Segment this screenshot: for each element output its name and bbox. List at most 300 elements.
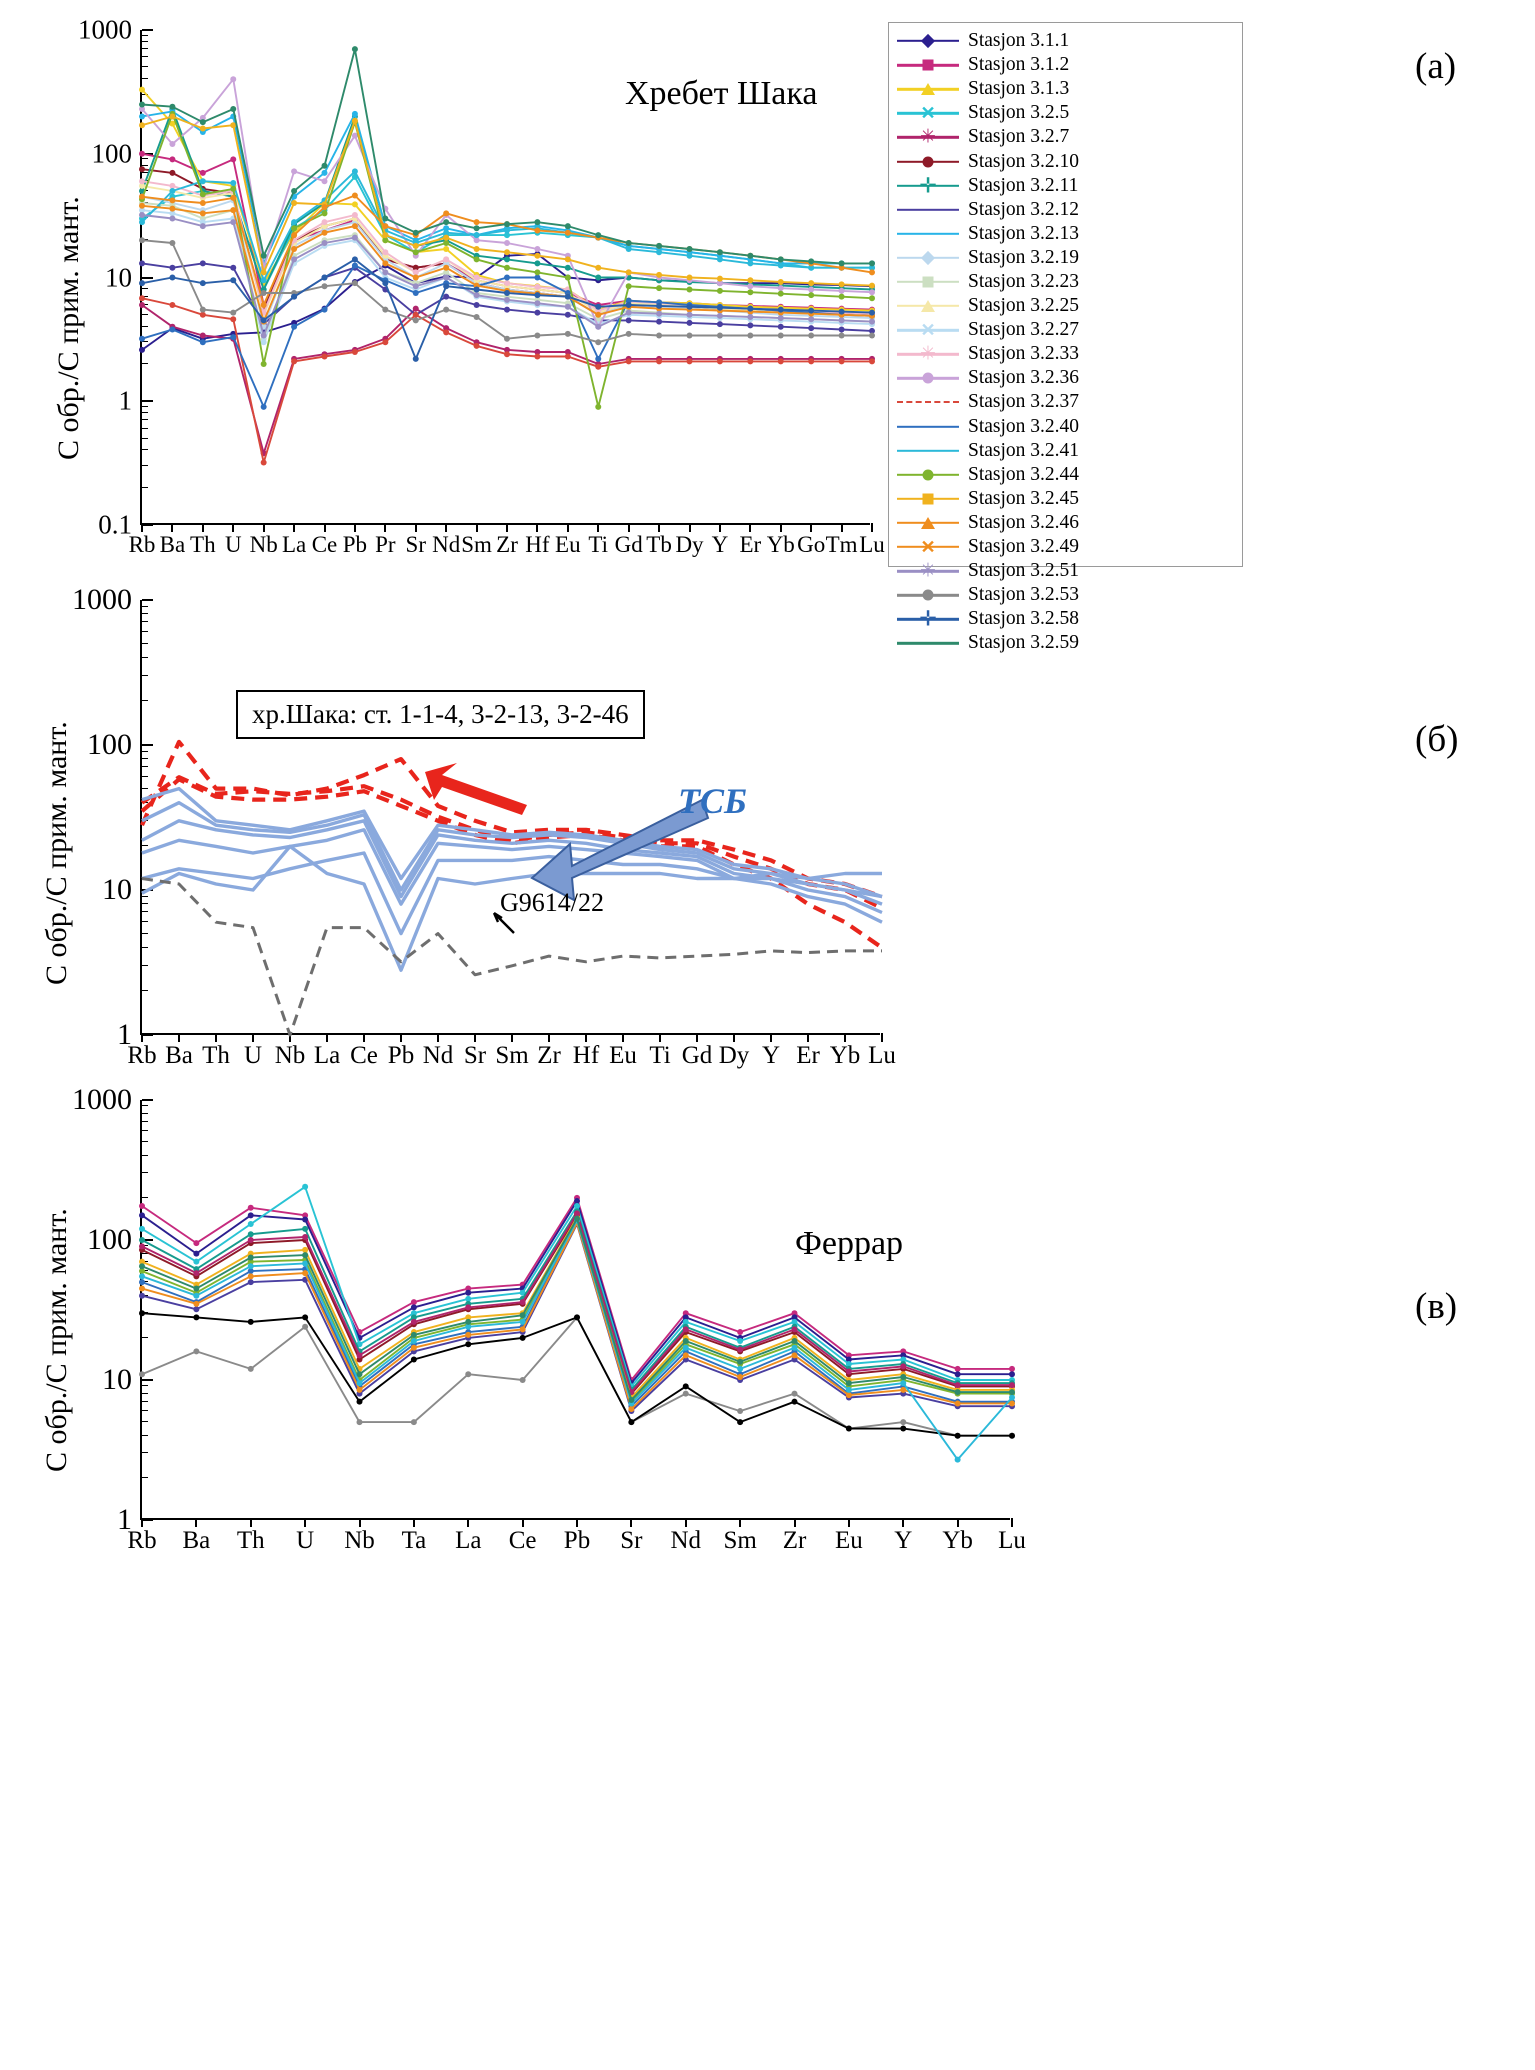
data-point <box>443 329 449 335</box>
data-point <box>595 232 601 238</box>
data-point <box>357 1380 363 1386</box>
data-point <box>169 302 175 308</box>
data-point <box>520 1319 526 1325</box>
data-point <box>1009 1394 1015 1400</box>
legend-item <box>897 149 1234 173</box>
legend-line <box>897 401 959 403</box>
panel-b-plot-area <box>72 583 896 1069</box>
data-point <box>839 294 845 300</box>
data-point <box>411 1357 417 1363</box>
data-point <box>1009 1371 1015 1377</box>
legend-item <box>897 53 1234 77</box>
data-point <box>869 289 875 295</box>
data-point <box>534 269 540 275</box>
data-point <box>248 1254 254 1260</box>
x-tick-label: Nd <box>432 532 461 557</box>
data-point <box>747 283 753 289</box>
data-point <box>302 1226 308 1232</box>
legend-marker-diamond <box>921 34 935 48</box>
data-point <box>656 319 662 325</box>
data-point <box>139 280 145 286</box>
data-point <box>565 275 571 281</box>
legend-symbol <box>897 367 959 389</box>
data-point <box>474 256 480 262</box>
legend-symbol <box>897 78 959 100</box>
data-point <box>357 1371 363 1377</box>
data-point <box>291 232 297 238</box>
data-point <box>169 197 175 203</box>
data-point <box>520 1299 526 1305</box>
legend-symbol <box>897 102 959 124</box>
data-point <box>534 292 540 298</box>
data-point <box>139 219 145 225</box>
x-tick-label: Sm <box>723 1527 757 1554</box>
legend-item <box>897 342 1234 366</box>
legend-marker-square <box>923 493 934 504</box>
red-arrow-icon <box>425 763 527 815</box>
legend-symbol <box>897 247 959 269</box>
panel-a-title: Хребет Шака <box>625 75 818 112</box>
legend-label: Stasjon 3.2.25 <box>968 295 1080 317</box>
data-point <box>352 212 358 218</box>
legend-item <box>897 101 1234 125</box>
legend-item <box>897 463 1234 487</box>
legend-label: Stasjon 3.2.45 <box>968 487 1080 509</box>
data-point <box>574 1210 580 1216</box>
data-point <box>411 1299 417 1305</box>
data-point <box>656 311 662 317</box>
data-point <box>839 358 845 364</box>
data-point <box>169 113 175 119</box>
x-tick-label: Tb <box>646 532 672 557</box>
series-layer <box>142 1100 1014 1522</box>
data-point <box>302 1252 308 1258</box>
data-point <box>443 265 449 271</box>
data-point <box>139 1237 145 1243</box>
y-tick-label: 10 <box>105 262 132 292</box>
data-point <box>291 188 297 194</box>
legend-item <box>897 366 1234 390</box>
data-point <box>474 292 480 298</box>
data-point <box>595 339 601 345</box>
data-point <box>261 253 267 259</box>
data-point <box>869 269 875 275</box>
legend-symbol <box>897 319 959 341</box>
legend-item <box>897 246 1234 270</box>
data-point <box>413 290 419 296</box>
data-point <box>474 314 480 320</box>
data-point <box>717 249 723 255</box>
legend-marker-triangle <box>921 83 935 95</box>
data-point <box>291 358 297 364</box>
data-point <box>139 178 145 184</box>
panel-b-y-axis-label: C обр./C прим. мант. <box>40 721 73 985</box>
legend-item <box>897 415 1234 439</box>
data-point <box>413 356 419 362</box>
data-point <box>565 331 571 337</box>
legend-marker-diamond <box>921 251 935 265</box>
data-point <box>261 317 267 323</box>
data-point <box>1009 1433 1015 1439</box>
data-point <box>322 219 328 225</box>
x-tick-label: Hf <box>572 1042 600 1069</box>
data-point <box>474 302 480 308</box>
data-point <box>534 253 540 259</box>
data-point <box>792 1352 798 1358</box>
data-point <box>869 319 875 325</box>
data-point <box>737 1374 743 1380</box>
data-point <box>139 1212 145 1218</box>
data-point <box>193 1348 199 1354</box>
legend-label: Stasjon 3.2.53 <box>968 584 1080 606</box>
data-point <box>139 122 145 128</box>
legend-item <box>897 77 1234 101</box>
data-point <box>504 307 510 313</box>
data-point <box>322 204 328 210</box>
data-point <box>520 1377 526 1383</box>
legend-line <box>897 642 959 644</box>
data-point <box>687 304 693 310</box>
data-point <box>169 327 175 333</box>
legend-marker-triangle <box>921 300 935 312</box>
data-line <box>142 1313 1012 1436</box>
x-tick-label: Sm <box>461 532 492 557</box>
data-point <box>352 168 358 174</box>
legend-item <box>897 559 1234 583</box>
data-point <box>139 212 145 218</box>
data-point <box>302 1234 308 1240</box>
data-point <box>139 87 145 93</box>
data-point <box>839 288 845 294</box>
data-point <box>322 163 328 169</box>
data-point <box>778 279 784 285</box>
legend-item <box>897 222 1234 246</box>
y-tick-label: 1000 <box>72 583 132 616</box>
data-point <box>291 219 297 225</box>
data-point <box>322 178 328 184</box>
data-point <box>747 322 753 328</box>
data-point <box>230 156 236 162</box>
x-tick-label: Zr <box>537 1042 561 1069</box>
data-point <box>595 364 601 370</box>
x-tick-label: Th <box>236 1527 265 1554</box>
data-point <box>139 1203 145 1209</box>
data-point <box>778 315 784 321</box>
data-point <box>193 1293 199 1299</box>
data-point <box>869 283 875 289</box>
data-point <box>322 307 328 313</box>
data-point <box>687 312 693 318</box>
data-point <box>200 223 206 229</box>
x-tick-label: Ce <box>311 532 338 557</box>
data-point <box>534 227 540 233</box>
data-point <box>778 324 784 330</box>
data-point <box>169 183 175 189</box>
data-point <box>717 332 723 338</box>
x-tick-label: Nb <box>249 532 278 557</box>
data-point <box>352 223 358 229</box>
data-point <box>169 240 175 246</box>
y-tick-label: 1000 <box>78 14 132 45</box>
legend-line <box>897 449 959 451</box>
data-point <box>900 1387 906 1393</box>
data-point <box>200 339 206 345</box>
data-point <box>443 210 449 216</box>
data-point <box>291 246 297 252</box>
data-point <box>357 1419 363 1425</box>
legend-symbol <box>897 632 959 654</box>
x-tick-label: Ce <box>508 1527 537 1554</box>
x-tick-label: Zr <box>496 532 518 557</box>
data-point <box>248 1212 254 1218</box>
data-point <box>955 1389 961 1395</box>
data-point <box>846 1387 852 1393</box>
legend-item <box>897 318 1234 342</box>
data-point <box>261 269 267 275</box>
legend-label: Stasjon 3.2.37 <box>968 391 1080 413</box>
data-point <box>248 1319 254 1325</box>
y-tick-label: 100 <box>91 138 132 169</box>
y-tick-label: 1 <box>117 1018 132 1051</box>
data-point <box>357 1387 363 1393</box>
data-point <box>465 1319 471 1325</box>
data-point <box>846 1380 852 1386</box>
x-tick-label: Yb <box>766 532 795 557</box>
data-point <box>352 263 358 269</box>
data-point <box>504 297 510 303</box>
data-point <box>717 256 723 262</box>
data-point <box>139 166 145 172</box>
legend-line <box>897 425 959 427</box>
data-point <box>382 307 388 313</box>
data-point <box>778 291 784 297</box>
x-tick-label: Rb <box>128 532 156 557</box>
legend-item <box>897 535 1234 559</box>
data-point <box>352 235 358 241</box>
data-point <box>382 280 388 286</box>
data-point <box>248 1237 254 1243</box>
legend-symbol <box>897 175 959 197</box>
data-point <box>230 316 236 322</box>
data-point <box>352 118 358 124</box>
data-point <box>291 168 297 174</box>
data-point <box>291 225 297 231</box>
data-point <box>808 292 814 298</box>
data-point <box>230 76 236 82</box>
legend-label: Stasjon 3.2.19 <box>968 246 1080 268</box>
data-point <box>139 1371 145 1377</box>
data-point <box>687 246 693 252</box>
data-point <box>869 310 875 316</box>
data-point <box>900 1374 906 1380</box>
data-point <box>248 1366 254 1372</box>
data-point <box>955 1382 961 1388</box>
data-point <box>261 459 267 465</box>
data-point <box>443 283 449 289</box>
data-point <box>955 1457 961 1463</box>
data-point <box>302 1314 308 1320</box>
data-point <box>200 170 206 176</box>
data-point <box>565 256 571 262</box>
x-tick-label: Ba <box>182 1527 211 1554</box>
x-tick-label: Th <box>202 1042 230 1069</box>
data-point <box>413 249 419 255</box>
x-tick-label: Nd <box>670 1527 702 1554</box>
y-tick-label: 1000 <box>72 1083 132 1116</box>
data-point <box>747 253 753 259</box>
data-point <box>169 265 175 271</box>
data-point <box>656 285 662 291</box>
data-point <box>139 1226 145 1232</box>
data-point <box>352 111 358 117</box>
legend-marker-circle <box>923 590 934 601</box>
legend-label: Stasjon 3.2.41 <box>968 439 1080 461</box>
data-point <box>628 1406 634 1412</box>
data-point <box>737 1419 743 1425</box>
data-point <box>443 294 449 300</box>
data-point <box>261 404 267 410</box>
data-point <box>139 336 145 342</box>
data-point <box>955 1400 961 1406</box>
data-point <box>737 1338 743 1344</box>
data-point <box>595 265 601 271</box>
data-point <box>200 312 206 318</box>
data-point <box>261 302 267 308</box>
data-point <box>302 1217 308 1223</box>
data-point <box>302 1270 308 1276</box>
legend-item <box>897 511 1234 535</box>
data-point <box>139 347 145 353</box>
data-point <box>792 1326 798 1332</box>
data-point <box>443 219 449 225</box>
y-tick-label: 1 <box>117 1503 132 1536</box>
data-point <box>169 170 175 176</box>
data-point <box>169 188 175 194</box>
x-tick-label: Ba <box>165 1042 193 1069</box>
legend-symbol <box>897 199 959 221</box>
data-point <box>230 207 236 213</box>
data-point <box>520 1326 526 1332</box>
data-point <box>322 353 328 359</box>
x-tick-label: Dy <box>718 1042 750 1069</box>
data-point <box>808 286 814 292</box>
data-point <box>230 219 236 225</box>
legend-label: Stasjon 3.2.59 <box>968 632 1080 654</box>
data-point <box>139 194 145 200</box>
data-point <box>717 305 723 311</box>
data-point <box>413 306 419 312</box>
data-point <box>411 1304 417 1310</box>
data-point <box>322 283 328 289</box>
data-point <box>687 286 693 292</box>
legend-marker-x: ✕ <box>920 103 936 124</box>
data-point <box>200 178 206 184</box>
x-tick-label: U <box>243 1042 263 1069</box>
data-point <box>474 343 480 349</box>
data-point <box>413 243 419 249</box>
data-point <box>1009 1389 1015 1395</box>
legend-marker-triangle <box>921 517 935 529</box>
data-point <box>717 276 723 282</box>
data-point <box>574 1216 580 1222</box>
legend-symbol <box>897 584 959 606</box>
data-point <box>900 1380 906 1386</box>
x-tick-label: La <box>281 532 307 557</box>
panel-a-legend <box>888 22 1243 654</box>
data-point <box>504 290 510 296</box>
data-point <box>465 1290 471 1296</box>
data-point <box>193 1306 199 1312</box>
data-point <box>626 240 632 246</box>
x-tick-label: Eu <box>609 1042 637 1069</box>
data-point <box>322 230 328 236</box>
legend-label: Stasjon 3.2.12 <box>968 198 1080 220</box>
data-point <box>565 223 571 229</box>
data-point <box>322 210 328 216</box>
data-point <box>504 275 510 281</box>
data-point <box>683 1352 689 1358</box>
data-point <box>322 240 328 246</box>
data-point <box>747 260 753 266</box>
data-point <box>474 225 480 231</box>
data-point <box>520 1312 526 1318</box>
x-tick-label: Y <box>761 1042 781 1069</box>
x-tick-label: Ba <box>159 532 186 557</box>
data-point <box>737 1359 743 1365</box>
data-point <box>261 277 267 283</box>
x-tick-label: Yb <box>829 1042 861 1069</box>
data-point <box>747 306 753 312</box>
data-point <box>778 307 784 313</box>
data-point <box>574 1203 580 1209</box>
data-point <box>504 256 510 262</box>
data-point <box>839 317 845 323</box>
data-point <box>230 310 236 316</box>
legend-line <box>897 233 959 235</box>
data-point <box>626 246 632 252</box>
legend-label: Stasjon 3.2.11 <box>968 174 1079 196</box>
x-tick-label: Lu <box>859 532 885 557</box>
data-point <box>291 200 297 206</box>
data-point <box>200 191 206 197</box>
data-point <box>626 283 632 289</box>
data-point <box>169 156 175 162</box>
x-tick-label: Gd <box>681 1042 713 1069</box>
x-tick-label: Lu <box>868 1042 896 1069</box>
data-point <box>465 1304 471 1310</box>
data-point <box>200 210 206 216</box>
data-point <box>169 104 175 110</box>
data-point <box>717 288 723 294</box>
data-point <box>504 221 510 227</box>
data-point <box>139 237 145 243</box>
legend-marker-x: ✕ <box>920 537 936 558</box>
y-tick-label: 10 <box>102 873 132 906</box>
data-point <box>193 1301 199 1307</box>
data-point <box>626 269 632 275</box>
data-point <box>626 302 632 308</box>
data-point <box>382 260 388 266</box>
data-point <box>230 106 236 112</box>
data-point <box>200 280 206 286</box>
data-point <box>520 1335 526 1341</box>
data-point <box>683 1345 689 1351</box>
data-point <box>626 317 632 323</box>
data-point <box>352 192 358 198</box>
data-point <box>230 195 236 201</box>
data-point <box>778 358 784 364</box>
data-point <box>413 317 419 323</box>
